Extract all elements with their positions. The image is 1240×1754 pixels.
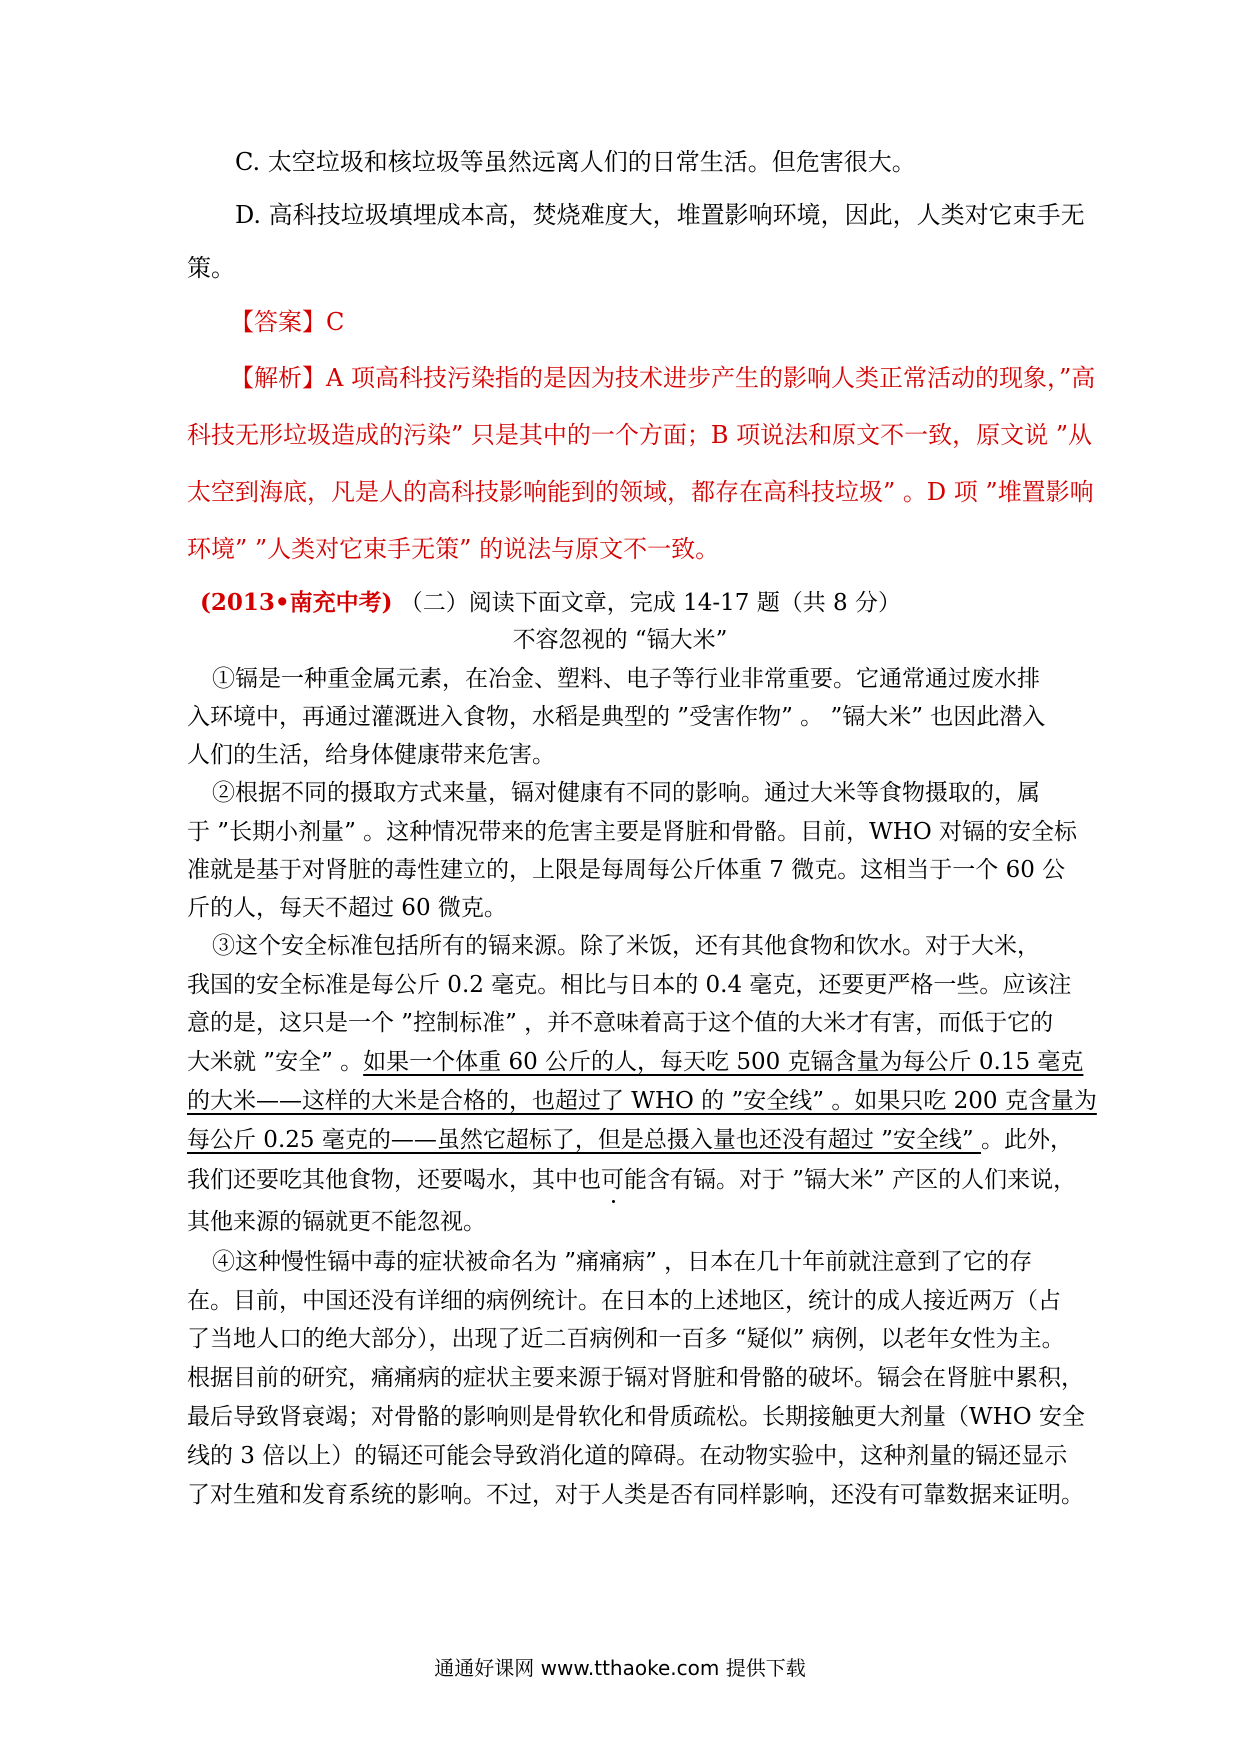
answer-label: 【答案】 — [230, 308, 326, 336]
source-label: (2013•南充中考) — [200, 589, 393, 616]
answer-value: C — [326, 308, 345, 336]
answer — [230, 302, 344, 337]
article-title: 不容忽视的 “镉大米” — [512, 627, 728, 653]
p3-line2: 我国的安全标准是每公斤 0.2 毫克。相比与日本的 0.4 毫克，还要更严格一些。应该注 — [187, 972, 1072, 998]
p4-line2: 在。目前，中国还没有详细的病例统计。在日本的上述地区，统计的成人接近两万（占 — [187, 1288, 1061, 1314]
p3-line7: 我们还要吃其他食物，还要喝水，其中也可能含有镉。对于 ”镉大米” 产区的人们来说， — [187, 1167, 1077, 1193]
analysis-line4: 环境” ”人类对它束手无策” 的说法与原文不一致。 — [187, 535, 720, 563]
option-c: C. 太空垃圾和核垃圾等虽然远离人们的日常生活。但危害很大。 — [235, 148, 916, 176]
p2-line3: 准就是基于对肾脏的毒性建立的，上限是每周每公斤体重 7 微克。这相当于一个 60 公 — [187, 857, 1066, 883]
p3-line1: ③这个安全标准包括所有的镉来源。除了米饭，还有其他食物和饮水。对于大米， — [212, 933, 1040, 959]
analysis-line1: 【解析】A 项高科技污染指的是因为技术进步产生的影响人类正常活动的现象，”高 — [230, 364, 1096, 392]
analysis-line3: 太空到海底，凡是人的高科技影响能到的领域，都存在高科技垃圾” 。D 项 ”堆置影响 — [187, 478, 1094, 506]
p3-line5 — [187, 1082, 1097, 1115]
p4-line5: 最后导致肾衰竭；对骨骼的影响则是骨软化和骨质疏松。长期接触更大剂量（WHO 安全 — [187, 1404, 1085, 1430]
p4-line4: 根据目前的研究，痛痛病的症状主要来源于镉对肾脏和骨骼的破坏。镉会在肾脏中累积， — [187, 1365, 1084, 1391]
footer-credit: 通通好课网 www.tthaoke.com 提供下载 — [434, 1656, 806, 1680]
p1-line3: 人们的生活，给身体健康带来危害。 — [187, 742, 555, 768]
option-d-line2: 策。 — [187, 254, 235, 282]
p4-line7: 了对生殖和发育系统的影响。不过，对于人类是否有同样影响，还没有可靠数据来证明。 — [187, 1482, 1084, 1508]
p4-line3: 了当地人口的绝大部分），出现了近二百病例和一百多 “疑似” 病例，以老年女性为主。 — [187, 1326, 1065, 1352]
p3-line4: 大米就 ”安全” 。如果一个体重 60 公斤的人，每天吃 500 克镉含量为每公斤 0.15 毫克 — [187, 1049, 1084, 1075]
p2-line4: 斤的人，每天不超过 60 微克。 — [187, 895, 507, 921]
underlined-passage: 如果一个体重 60 公斤的人，每天吃 500 克镉含量为每公斤 0.15 毫克 — [363, 1049, 1084, 1075]
p1-line1: ①镉是一种重金属元素，在冶金、塑料、电子等行业非常重要。它通常通过废水排 — [212, 666, 1040, 692]
p2-line1: ②根据不同的摄取方式来量，镉对健康有不同的影响。通过大米等食物摄取的，属 — [212, 780, 1040, 806]
emphasis-dot-char: 可 — [601, 1167, 624, 1193]
underlined-passage: 每公斤 0.25 毫克的——虽然它超标了，但是总摄入量也还没有超过 ”安全线” — [187, 1127, 981, 1153]
analysis-label: 【解析】 — [230, 364, 326, 392]
p4-line1: ④这种慢性镉中毒的症状被命名为 ”痛痛病” ，日本在几十年前就注意到了它的存 — [212, 1249, 1033, 1275]
p2-line2: 于 ”长期小剂量” 。这种情况带来的危害主要是肾脏和骨骼。目前，WHO 对镉的安全标 — [187, 819, 1078, 845]
option-d-line1: D. 高科技垃圾填埋成本高，焚烧难度大，堆置影响环境，因此，人类对它束手无 — [235, 201, 1085, 229]
analysis-line2: 科技无形垃圾造成的污染” 只是其中的一个方面；B 项说法和原文不一致，原文说 ”从 — [187, 421, 1093, 449]
p1-line2: 入环境中，再通过灌溉进入食物，水稻是典型的 ”受害作物” 。 ”镉大米” 也因此潜入 — [187, 704, 1046, 730]
section-heading — [200, 584, 901, 617]
underlined-passage: 的大米——这样的大米是合格的，也超过了 WHO 的 ”安全线” 。如果只吃 200 克含量为 — [187, 1088, 1097, 1114]
p4-line6: 线的 3 倍以上）的镉还可能会导致消化道的障碍。在动物实验中，这种剂量的镉还显示 — [187, 1443, 1068, 1469]
p3-line6: 每公斤 0.25 毫克的——虽然它超标了，但是总摄入量也还没有超过 ”安全线” 。此外， — [187, 1127, 1073, 1153]
section-instruction: （二）阅读下面文章，完成 14-17 题（共 8 分） — [399, 590, 901, 616]
p3-line8: 其他来源的镉就更不能忽视。 — [187, 1209, 486, 1235]
p3-line3: 意的是，这只是一个 ”控制标准” ，并不意味着高于这个值的大米才有害，而低于它的 — [187, 1010, 1054, 1036]
